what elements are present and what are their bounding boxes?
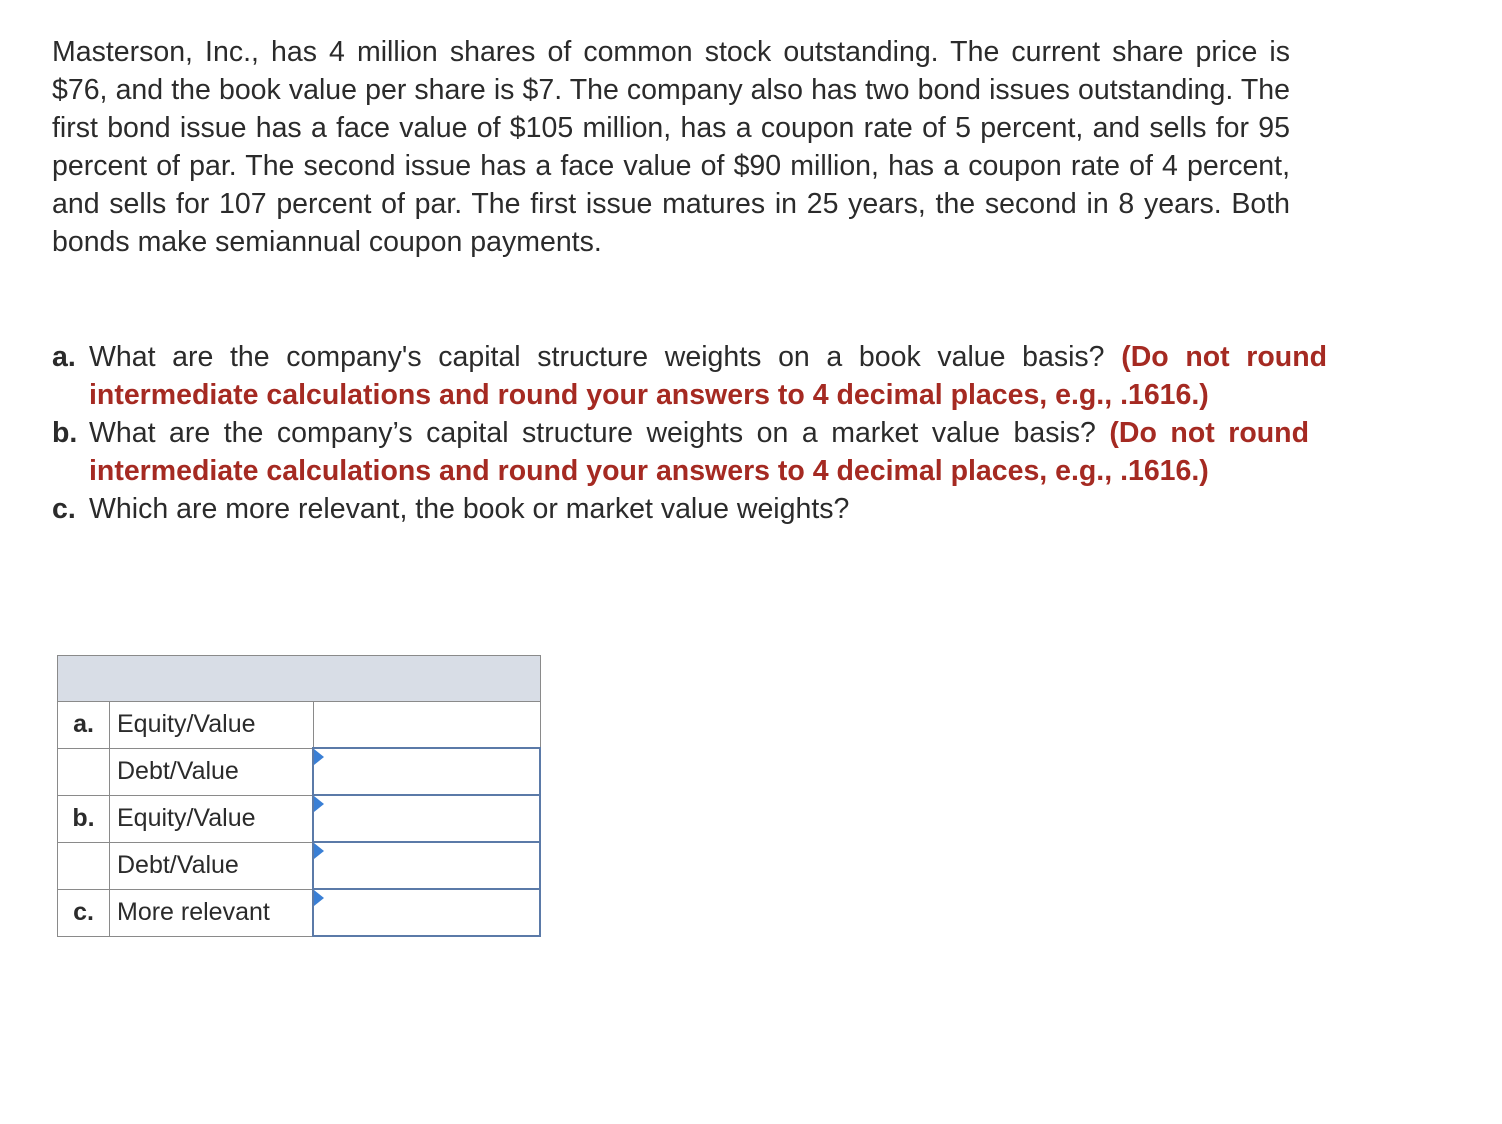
question-b [52,414,1309,490]
question-text: What are the company’s capital structure weights on a market value basis? [89,417,1096,449]
answer-cell [313,842,540,889]
input-flag-icon [314,890,324,906]
question-letter: a. [52,341,76,373]
question-letter: c. [52,493,76,525]
problem-statement: Masterson, Inc., has 4 million shares of common stock outstanding. The current share price is $76, and the book value per share is $7. The company also has two bond issues outstanding. The first bond issue has a face value of $105 million, has a coupon rate of 5 percent, and sells for 95 percent of par. The second issue has a face value of $90 million, has a coupon rate of 4 percent, and sells for 107 percent of par. The first issue matures in 25 years, the second in 8 years. Both bonds make semiannual coupon payments. [52,36,1290,258]
question-text: Which are more relevant, the book or market value weights? [89,493,850,525]
book-debt-weight-input[interactable] [314,751,539,792]
row-label: More relevant [110,889,314,936]
market-equity-weight-input[interactable] [314,798,539,839]
answer-cell [313,702,540,749]
input-flag-icon [314,796,324,812]
question-a [52,338,1327,414]
more-relevant-select[interactable] [314,892,539,933]
row-letter: a. [58,702,110,749]
row-letter [58,842,110,889]
question-list [52,338,1328,528]
row-letter: b. [58,795,110,842]
input-flag-icon [314,843,324,859]
question-hint: (Do not round intermediate calculations and round your answers to 4 decimal places, e.g., .1616.) [89,417,1309,487]
row-label: Equity/Value [110,702,314,749]
row-label: Debt/Value [110,842,314,889]
answer-cell [313,795,540,842]
row-label: Equity/Value [110,795,314,842]
book-equity-weight-input[interactable] [314,704,540,745]
answer-row [58,842,541,889]
answer-table-header [58,656,541,702]
row-letter: c. [58,889,110,936]
answer-table [57,655,541,937]
row-letter [58,748,110,795]
question-text: What are the company's capital structure weights on a book value basis? [89,341,1105,373]
market-debt-weight-input[interactable] [314,845,539,886]
answer-row [58,889,541,936]
question-hint: (Do not round intermediate calculations and round your answers to 4 decimal places, e.g., .1616.) [89,341,1328,411]
question-c [52,490,1290,528]
answer-row [58,795,541,842]
answer-cell [313,889,540,936]
input-flag-icon [314,749,324,765]
answer-cell [313,748,540,795]
answer-row [58,702,541,749]
row-label: Debt/Value [110,748,314,795]
answer-row [58,748,541,795]
header-cell [58,656,541,702]
question-letter: b. [52,417,78,449]
